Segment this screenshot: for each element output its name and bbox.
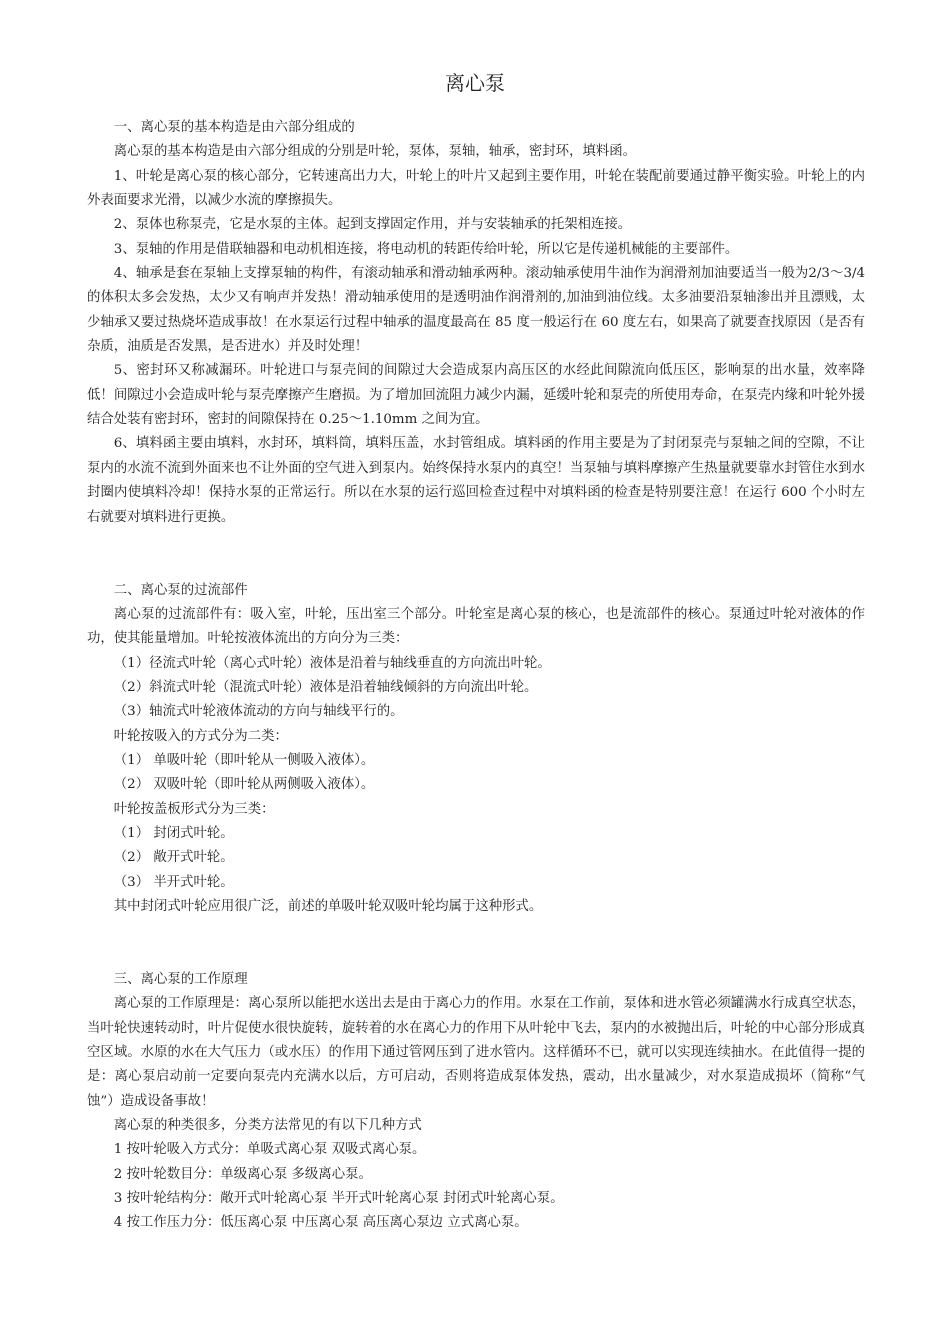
section-spacer bbox=[87, 530, 865, 554]
paragraph: 5、密封环又称减漏环。叶轮进口与泵壳间的间隙过大会造成泵内高压区的水经此间隙流向低压区，影响泵的出水量，效率降低！间隙过小会造成叶轮与泵壳摩擦产生磨损。为了增加回流阻力减少内漏，延缓叶轮和泵壳的所使用寿命，在泵壳内缘和叶轮外援结合处装有密封环，密封的间隙保持在 0.25～1.10mm 之间为宜。 bbox=[87, 363, 865, 428]
paragraph: 离心泵的过流部件有：吸入室，叶轮，压出室三个部分。叶轮室是离心泵的核心，也是流部件的核心。泵通过叶轮对液体的作功，使其能量增加。叶轮按液体流出的方向分为三类： bbox=[87, 606, 865, 647]
list-item: （3）轴流式叶轮液体流动的方向与轴线平行的。 bbox=[113, 704, 404, 720]
list-item: （1） 封闭式叶轮。 bbox=[113, 825, 234, 841]
list-item: （2）斜流式叶轮（混流式叶轮）液体是沿着轴线倾斜的方向流出叶轮。 bbox=[113, 679, 538, 695]
list-item: 2 按叶轮数目分：单级离心泵 多级离心泵。 bbox=[113, 1166, 372, 1182]
document-title: 离心泵 bbox=[445, 71, 505, 95]
paragraph: 叶轮按吸入的方式分为二类： bbox=[113, 728, 288, 744]
list-item: （3） 半开式叶轮。 bbox=[113, 874, 234, 890]
list-item: 1 按叶轮吸入方式分：单吸式离心泵 双吸式离心泵。 bbox=[113, 1142, 426, 1158]
paragraph: 其中封闭式叶轮应用很广泛，前述的单吸叶轮双吸叶轮均属于这种形式。 bbox=[113, 899, 543, 914]
paragraph: 3、泵轴的作用是借联轴器和电动机相连接，将电动机的转距传给叶轮，所以它是传递机械能的主要部件。 bbox=[113, 241, 739, 257]
section-spacer bbox=[87, 944, 865, 968]
paragraph: 4、轴承是套在泵轴上支撑泵轴的构件，有滚动轴承和滑动轴承两种。滚动轴承使用牛油作为润滑剂加油要适当一般为2/3～3/4 的体积太多会发热，太少又有响声并发热！滑动轴承使用的是透明油作润滑剂的,加油到油位线。太多油要沿泵轴渗出并且漂贱，太少轴承又要过热烧坏造成事故！在水泵运行过程中轴承的温度最高在 85 度一般运行在 60 度左右，如果高了就要查找原因（是否有杂质，油质是否发黑，是否进水）并及时处理！ bbox=[87, 266, 865, 355]
list-item: （1） 单吸叶轮（即叶轮从一侧吸入液体）。 bbox=[113, 752, 375, 768]
paragraph: 6、填料函主要由填料，水封环，填料筒，填料压盖，水封管组成。填料函的作用主要是为了封闭泵壳与泵轴之间的空隙，不让泵内的水流不流到外面来也不让外面的空气进入到泵内。始终保持水泵内的真空！当泵轴与填料摩擦产生热量就要靠水封管住水到水封圈内使填料冷却！保持水泵的正常运行。所以在水泵的运行巡回检查过程中对填料函的检查是特别要注意！在运行 600 个小时左右就要对填料进行更换。 bbox=[87, 436, 865, 525]
list-item: （2） 敞开式叶轮。 bbox=[113, 850, 234, 866]
paragraph: 离心泵的种类很多，分类方法常见的有以下几种方式 bbox=[113, 1118, 422, 1134]
section-heading: 二、离心泵的过流部件 bbox=[113, 582, 248, 598]
paragraph: 1、叶轮是离心泵的核心部分，它转速高出力大，叶轮上的叶片又起到主要作用，叶轮在装配前要通过静平衡实验。叶轮上的内外表面要求光滑，以减少水流的摩擦损失。 bbox=[87, 168, 865, 209]
paragraph: 离心泵的工作原理是：离心泵所以能把水送出去是由于离心力的作用。水泵在工作前，泵体和进水管必须罐满水行成真空状态，当叶轮快速转动时，叶片促使水很快旋转，旋转着的水在离心力的作用下从叶轮中飞去，泵内的水被抛出后，叶轮的中心部分形成真空区域。水原的水在大气压力（或水压）的作用下通过管网压到了进水管内。这样循环不已，就可以实现连续抽水。在此值得一提的是：离心泵启动前一定要向泵壳内充满水以后，方可启动，否则将造成泵体发热，震动，出水量减少，对水泵造成损坏（简称“气蚀”）造成设备事故！ bbox=[87, 996, 865, 1109]
section-heading: 一、离心泵的基本构造是由六部分组成的 bbox=[113, 120, 355, 135]
section-heading: 三、离心泵的工作原理 bbox=[113, 972, 248, 988]
section-spacer bbox=[87, 554, 865, 578]
list-item: 4 按工作压力分：低压离心泵 中压离心泵 高压离心泵边 立式离心泵。 bbox=[113, 1215, 528, 1231]
document-body bbox=[87, 116, 865, 1236]
list-item: （2） 双吸叶轮（即叶轮从两侧吸入液体）。 bbox=[113, 777, 375, 793]
paragraph: 2、泵体也称泵壳，它是水泵的主体。起到支撑固定作用，并与安装轴承的托架相连接。 bbox=[113, 217, 632, 233]
list-item: （1）径流式叶轮（离心式叶轮）液体是沿着与轴线垂直的方向流出叶轮。 bbox=[113, 655, 551, 671]
list-item: 3 按叶轮结构分：敞开式叶轮离心泵 半开式叶轮离心泵 封闭式叶轮离心泵。 bbox=[113, 1191, 564, 1207]
paragraph: 离心泵的基本构造是由六部分组成的分别是叶轮，泵体，泵轴，轴承，密封环，填料函。 bbox=[113, 144, 637, 160]
section-spacer bbox=[87, 919, 865, 943]
paragraph: 叶轮按盖板形式分为三类： bbox=[113, 801, 275, 817]
